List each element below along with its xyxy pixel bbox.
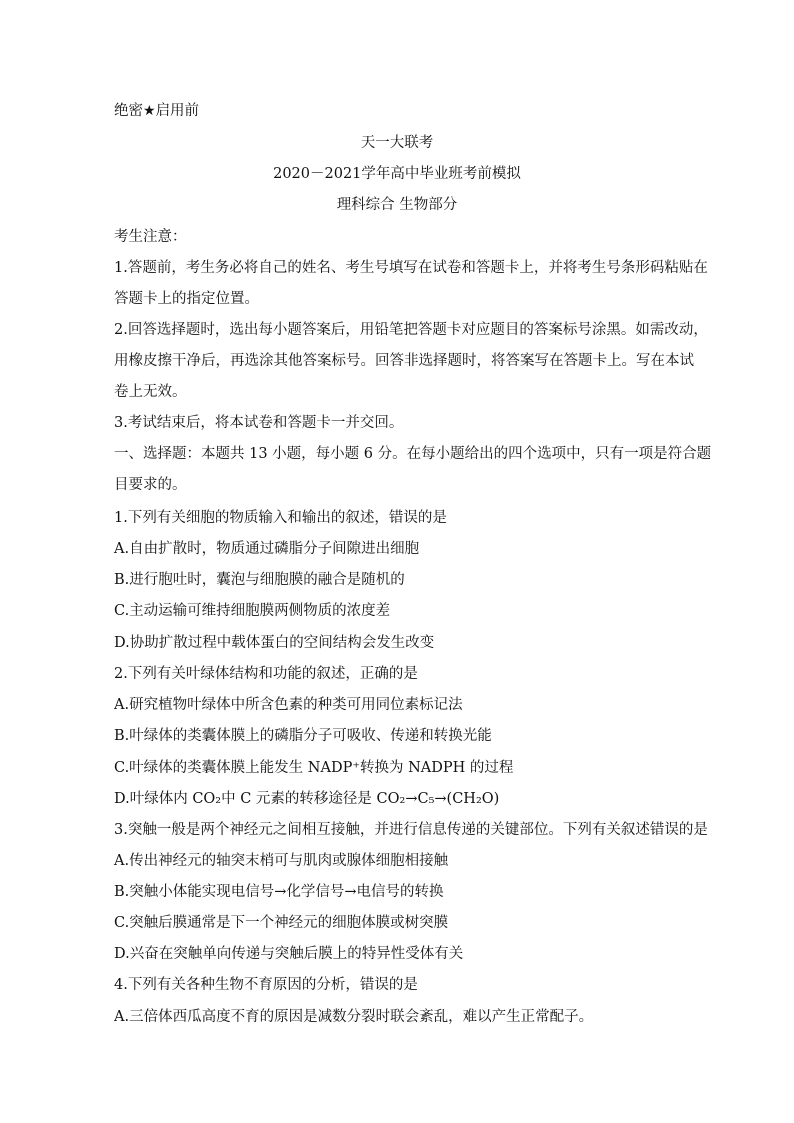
question-option: D.协助扩散过程中载体蛋白的空间结构会发生改变 (114, 635, 435, 651)
section-heading: 一、选择题：本题共 13 小题，每小题 6 分。在每小题给出的四个选项中，只有一项是符合题 (114, 446, 712, 462)
question-option: D.叶绿体内 CO₂中 C 元素的转移途径是 CO₂→C₅→(CH₂O) (114, 791, 500, 807)
exam-title: 2020－2021学年高中毕业班考前模拟 (273, 166, 521, 182)
question-option: B.进行胞吐时，囊泡与细胞膜的融合是随机的 (114, 572, 405, 588)
notice-title: 考生注意： (114, 229, 187, 245)
question-stem: 2.下列有关叶绿体结构和功能的叙述，正确的是 (114, 666, 418, 682)
notice-line: 用橡皮擦干净后，再选涂其他答案标号。回答非选择题时，将答案写在答题卡上。写在本试 (114, 353, 694, 369)
question-option: B.突触小体能实现电信号→化学信号→电信号的转换 (114, 884, 444, 900)
notice-line: 2.回答选择题时，选出每小题答案后，用铅笔把答题卡对应题目的答案标号涂黑。如需改动， (114, 322, 708, 338)
section-heading: 目要求的。 (114, 477, 187, 493)
notice-line: 3.考试结束后，将本试卷和答题卡一并交回。 (114, 415, 404, 431)
exam-subject: 理科综合 生物部分 (336, 197, 458, 213)
question-option: A.三倍体西瓜高度不育的原因是减数分裂时联会紊乱，难以产生正常配子。 (114, 1009, 594, 1025)
notice-line: 答题卡上的指定位置。 (114, 291, 259, 307)
question-option: D.兴奋在突触单向传递与突触后膜上的特异性受体有关 (114, 946, 464, 962)
question-option: A.研究植物叶绿体中所含色素的种类可用同位素标记法 (114, 697, 463, 713)
confidential-mark (114, 101, 199, 121)
question-stem: 4.下列有关各种生物不育原因的分析，错误的是 (114, 977, 418, 993)
star-icon: ★ (143, 103, 156, 119)
question-option: A.自由扩散时，物质通过磷脂分子间隙进出细胞 (114, 541, 420, 557)
question-stem: 3.突触一般是两个神经元之间相互接触，并进行信息传递的关键部位。下列有关叙述错误的是 (114, 822, 708, 838)
question-option: C.突触后膜通常是下一个神经元的细胞体膜或树突膜 (114, 915, 449, 931)
exam-org: 天一大联考 (360, 135, 434, 151)
notice-line: 卷上无效。 (114, 384, 187, 400)
question-option: A.传出神经元的轴突末梢可与肌肉或腺体细胞相接触 (114, 853, 449, 869)
question-option: C.主动运输可维持细胞膜两侧物质的浓度差 (114, 603, 391, 619)
question-option: C.叶绿体的类囊体膜上能发生 NADP⁺转换为 NADPH 的过程 (114, 760, 514, 776)
question-option: B.叶绿体的类囊体膜上的磷脂分子可吸收、传递和转换光能 (114, 728, 492, 744)
question-stem: 1.下列有关细胞的物质输入和输出的叙述，错误的是 (114, 510, 447, 526)
confidential-prefix: 绝密 (114, 103, 143, 119)
notice-line: 1.答题前，考生务必将自己的姓名、考生号填写在试卷和答题卡上，并将考生号条形码粘贴在 (114, 260, 708, 276)
confidential-suffix: 启用前 (155, 103, 200, 119)
